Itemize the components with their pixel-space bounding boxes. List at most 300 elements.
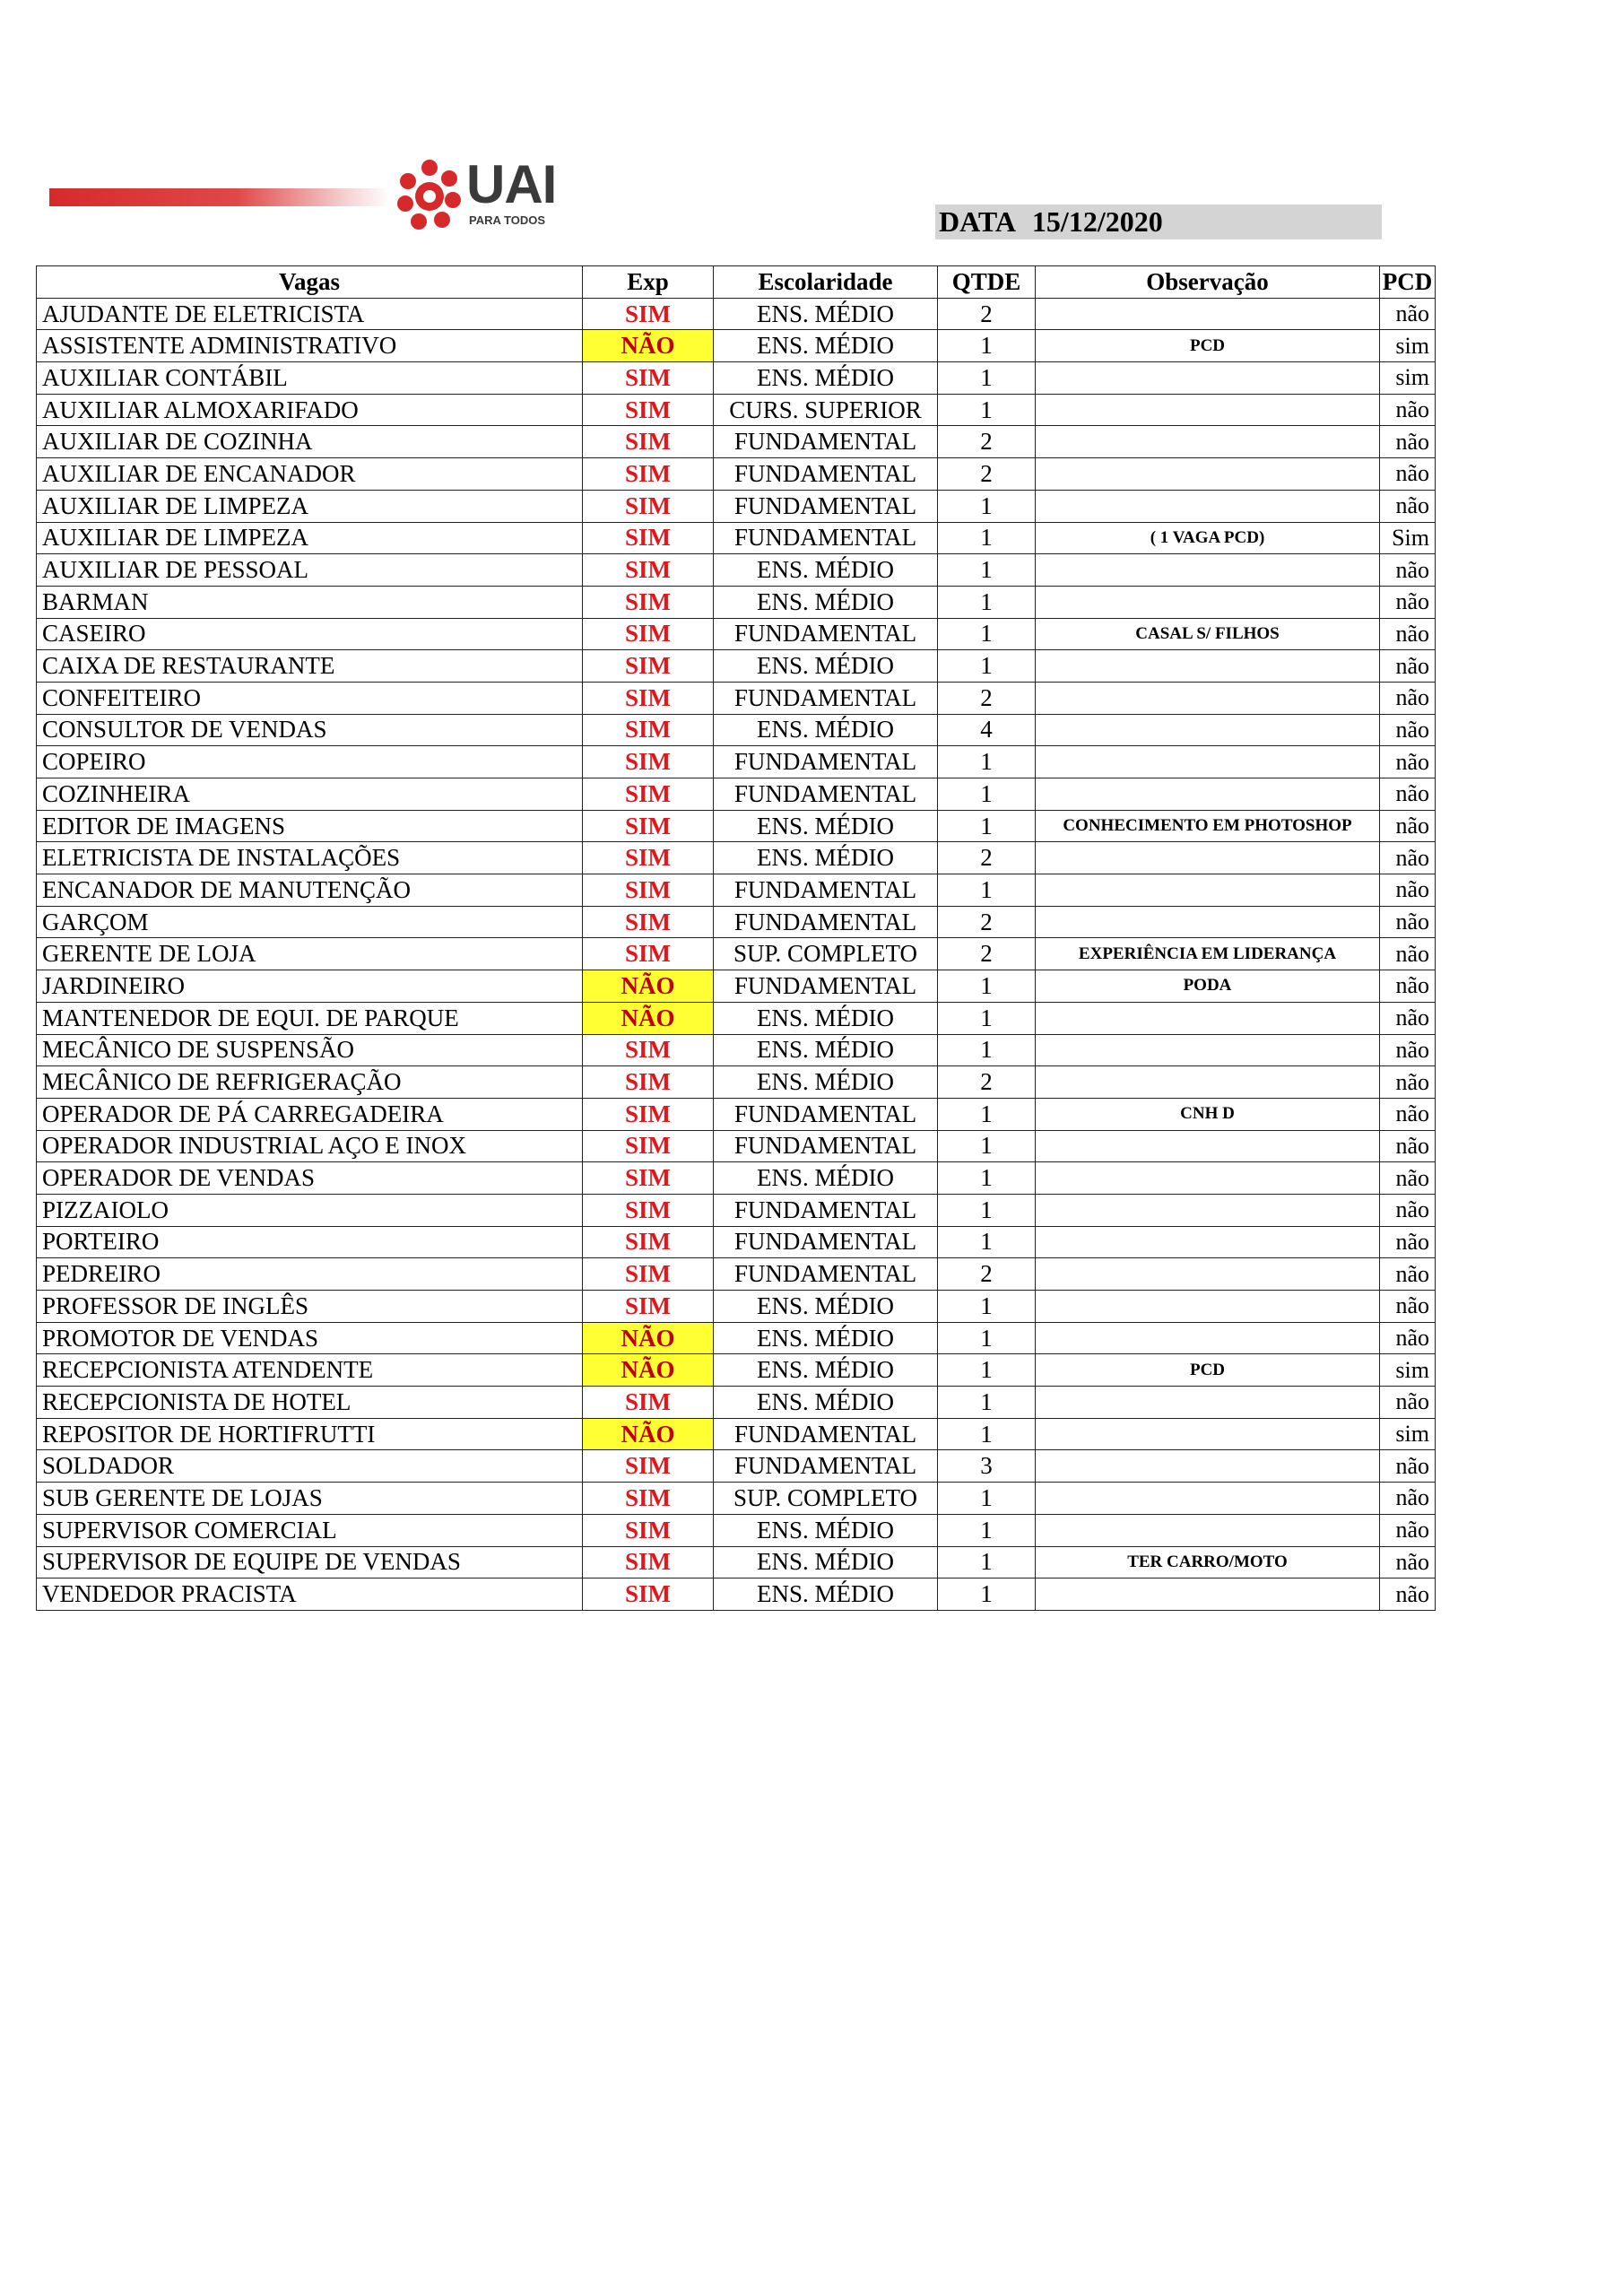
exp-cell: SIM: [583, 682, 714, 714]
exp-cell: SIM: [583, 874, 714, 907]
observacao-cell: PODA: [1036, 970, 1380, 1003]
table-row: [37, 1098, 1436, 1130]
qtde-cell: 2: [938, 842, 1036, 874]
pcd-cell: não: [1380, 1194, 1436, 1226]
pcd-cell: não: [1380, 426, 1436, 458]
qtde-cell: 1: [938, 1418, 1036, 1450]
observacao-cell: [1036, 1034, 1380, 1066]
date-value: 15/12/2020: [1031, 205, 1163, 238]
vaga-cell: COZINHEIRA: [37, 778, 583, 811]
qtde-cell: 1: [938, 1002, 1036, 1034]
escolaridade-cell: FUNDAMENTAL: [714, 1226, 938, 1258]
escolaridade-cell: ENS. MÉDIO: [714, 362, 938, 395]
exp-cell: SIM: [583, 778, 714, 811]
pcd-cell: não: [1380, 554, 1436, 587]
table-row: [37, 1354, 1436, 1387]
qtde-cell: 2: [938, 426, 1036, 458]
brand-name: UAI: [466, 154, 557, 214]
exp-cell: SIM: [583, 1483, 714, 1515]
qtde-cell: 2: [938, 906, 1036, 938]
escolaridade-cell: ENS. MÉDIO: [714, 298, 938, 330]
escolaridade-cell: ENS. MÉDIO: [714, 1002, 938, 1034]
exp-cell: SIM: [583, 426, 714, 458]
escolaridade-cell: ENS. MÉDIO: [714, 586, 938, 618]
vaga-cell: AUXILIAR DE COZINHA: [37, 426, 583, 458]
pcd-cell: não: [1380, 1291, 1436, 1323]
escolaridade-cell: ENS. MÉDIO: [714, 1578, 938, 1611]
pcd-cell: Sim: [1380, 522, 1436, 554]
table-row: [37, 458, 1436, 491]
table-row: [37, 1322, 1436, 1354]
pcd-cell: não: [1380, 1226, 1436, 1258]
pcd-cell: não: [1380, 1483, 1436, 1515]
pcd-cell: sim: [1380, 330, 1436, 362]
qtde-cell: 2: [938, 938, 1036, 970]
escolaridade-cell: ENS. MÉDIO: [714, 1514, 938, 1546]
exp-cell: SIM: [583, 394, 714, 426]
pcd-cell: não: [1380, 778, 1436, 811]
vaga-cell: OPERADOR INDUSTRIAL AÇO E INOX: [37, 1130, 583, 1162]
observacao-cell: [1036, 1578, 1380, 1611]
table-row: [37, 1130, 1436, 1162]
vaga-cell: EDITOR DE IMAGENS: [37, 810, 583, 842]
exp-cell: SIM: [583, 1098, 714, 1130]
escolaridade-cell: ENS. MÉDIO: [714, 714, 938, 746]
table-row: [37, 1066, 1436, 1099]
escolaridade-cell: FUNDAMENTAL: [714, 426, 938, 458]
vaga-cell: PORTEIRO: [37, 1226, 583, 1258]
vaga-cell: RECEPCIONISTA DE HOTEL: [37, 1387, 583, 1419]
table-row: [37, 810, 1436, 842]
escolaridade-cell: FUNDAMENTAL: [714, 458, 938, 491]
header-pcd: PCD: [1380, 266, 1436, 299]
exp-cell: SIM: [583, 1194, 714, 1226]
header-exp: Exp: [583, 266, 714, 299]
pcd-cell: não: [1380, 490, 1436, 522]
escolaridade-cell: SUP. COMPLETO: [714, 1483, 938, 1515]
observacao-cell: [1036, 1450, 1380, 1483]
observacao-cell: ( 1 VAGA PCD): [1036, 522, 1380, 554]
pcd-cell: não: [1380, 458, 1436, 491]
observacao-cell: [1036, 426, 1380, 458]
escolaridade-cell: FUNDAMENTAL: [714, 1098, 938, 1130]
vagas-table: [36, 265, 1436, 1611]
pcd-cell: não: [1380, 842, 1436, 874]
pcd-cell: não: [1380, 874, 1436, 907]
pcd-cell: não: [1380, 906, 1436, 938]
observacao-cell: [1036, 1226, 1380, 1258]
table-row: [37, 1226, 1436, 1258]
vaga-cell: OPERADOR DE PÁ CARREGADEIRA: [37, 1098, 583, 1130]
observacao-cell: EXPERIÊNCIA EM LIDERANÇA: [1036, 938, 1380, 970]
table-row: [37, 682, 1436, 714]
observacao-cell: [1036, 1291, 1380, 1323]
escolaridade-cell: FUNDAMENTAL: [714, 1450, 938, 1483]
pcd-cell: não: [1380, 618, 1436, 650]
qtde-cell: 1: [938, 1578, 1036, 1611]
qtde-cell: 1: [938, 330, 1036, 362]
exp-cell: SIM: [583, 1291, 714, 1323]
exp-cell: SIM: [583, 650, 714, 683]
date-label: DATA: [939, 205, 1016, 238]
exp-cell: SIM: [583, 490, 714, 522]
exp-cell: SIM: [583, 362, 714, 395]
observacao-cell: CNH D: [1036, 1098, 1380, 1130]
vaga-cell: SUPERVISOR DE EQUIPE DE VENDAS: [37, 1546, 583, 1578]
table-row: [37, 874, 1436, 907]
exp-cell: SIM: [583, 458, 714, 491]
vaga-cell: PEDREIRO: [37, 1258, 583, 1291]
table-row: [37, 298, 1436, 330]
vaga-cell: MECÂNICO DE REFRIGERAÇÃO: [37, 1066, 583, 1099]
exp-cell: SIM: [583, 1066, 714, 1099]
vaga-cell: ASSISTENTE ADMINISTRATIVO: [37, 330, 583, 362]
exp-cell: SIM: [583, 1258, 714, 1291]
qtde-cell: 1: [938, 970, 1036, 1003]
exp-cell: SIM: [583, 1546, 714, 1578]
escolaridade-cell: FUNDAMENTAL: [714, 522, 938, 554]
table-row: [37, 1450, 1436, 1483]
pcd-cell: não: [1380, 394, 1436, 426]
escolaridade-cell: FUNDAMENTAL: [714, 874, 938, 907]
vaga-cell: ELETRICISTA DE INSTALAÇÕES: [37, 842, 583, 874]
qtde-cell: 4: [938, 714, 1036, 746]
table-row: [37, 586, 1436, 618]
vaga-cell: CAIXA DE RESTAURANTE: [37, 650, 583, 683]
qtde-cell: 1: [938, 586, 1036, 618]
table-row: [37, 1578, 1436, 1611]
qtde-cell: 1: [938, 1162, 1036, 1195]
exp-cell: SIM: [583, 586, 714, 618]
table-row: [37, 778, 1436, 811]
vaga-cell: COPEIRO: [37, 746, 583, 778]
table-row: [37, 1002, 1436, 1034]
exp-cell: SIM: [583, 1578, 714, 1611]
qtde-cell: 2: [938, 682, 1036, 714]
qtde-cell: 2: [938, 1258, 1036, 1291]
pcd-cell: não: [1380, 1387, 1436, 1419]
observacao-cell: [1036, 394, 1380, 426]
vaga-cell: MANTENEDOR DE EQUI. DE PARQUE: [37, 1002, 583, 1034]
table-row: [37, 330, 1436, 362]
escolaridade-cell: ENS. MÉDIO: [714, 1354, 938, 1387]
vaga-cell: CONFEITEIRO: [37, 682, 583, 714]
qtde-cell: 1: [938, 1130, 1036, 1162]
observacao-cell: [1036, 1514, 1380, 1546]
table-row: [37, 842, 1436, 874]
exp-cell: SIM: [583, 746, 714, 778]
table-row: [37, 714, 1436, 746]
escolaridade-cell: ENS. MÉDIO: [714, 1322, 938, 1354]
pcd-cell: sim: [1380, 1354, 1436, 1387]
observacao-cell: [1036, 490, 1380, 522]
pcd-cell: não: [1380, 682, 1436, 714]
observacao-cell: [1036, 554, 1380, 587]
table-row: [37, 1418, 1436, 1450]
qtde-cell: 1: [938, 778, 1036, 811]
pcd-cell: não: [1380, 970, 1436, 1003]
observacao-cell: CASAL S/ FILHOS: [1036, 618, 1380, 650]
escolaridade-cell: SUP. COMPLETO: [714, 938, 938, 970]
vaga-cell: AUXILIAR CONTÁBIL: [37, 362, 583, 395]
pcd-cell: não: [1380, 810, 1436, 842]
table-row: [37, 1162, 1436, 1195]
pcd-cell: sim: [1380, 362, 1436, 395]
qtde-cell: 1: [938, 1483, 1036, 1515]
exp-cell: SIM: [583, 554, 714, 587]
vaga-cell: SOLDADOR: [37, 1450, 583, 1483]
vaga-cell: SUPERVISOR COMERCIAL: [37, 1514, 583, 1546]
escolaridade-cell: ENS. MÉDIO: [714, 650, 938, 683]
vaga-cell: AJUDANTE DE ELETRICISTA: [37, 298, 583, 330]
table-row: [37, 1258, 1436, 1291]
observacao-cell: [1036, 650, 1380, 683]
vaga-cell: AUXILIAR DE LIMPEZA: [37, 522, 583, 554]
qtde-cell: 1: [938, 394, 1036, 426]
escolaridade-cell: FUNDAMENTAL: [714, 490, 938, 522]
escolaridade-cell: ENS. MÉDIO: [714, 842, 938, 874]
qtde-cell: 1: [938, 1034, 1036, 1066]
escolaridade-cell: FUNDAMENTAL: [714, 1418, 938, 1450]
vaga-cell: PIZZAIOLO: [37, 1194, 583, 1226]
escolaridade-cell: FUNDAMENTAL: [714, 778, 938, 811]
escolaridade-cell: FUNDAMENTAL: [714, 906, 938, 938]
observacao-cell: PCD: [1036, 330, 1380, 362]
table-row: [37, 1034, 1436, 1066]
exp-cell: NÃO: [583, 970, 714, 1003]
vaga-cell: OPERADOR DE VENDAS: [37, 1162, 583, 1195]
qtde-cell: 3: [938, 1450, 1036, 1483]
table-row: [37, 1387, 1436, 1419]
qtde-cell: 1: [938, 746, 1036, 778]
table-row: [37, 1546, 1436, 1578]
observacao-cell: [1036, 1418, 1380, 1450]
exp-cell: SIM: [583, 1387, 714, 1419]
vaga-cell: AUXILIAR DE ENCANADOR: [37, 458, 583, 491]
vaga-cell: PROFESSOR DE INGLÊS: [37, 1291, 583, 1323]
observacao-cell: [1036, 906, 1380, 938]
observacao-cell: [1036, 1162, 1380, 1195]
table-row: [37, 650, 1436, 683]
exp-cell: SIM: [583, 1130, 714, 1162]
exp-cell: NÃO: [583, 1322, 714, 1354]
observacao-cell: [1036, 458, 1380, 491]
header-escolaridade: Escolaridade: [714, 266, 938, 299]
observacao-cell: PCD: [1036, 1354, 1380, 1387]
escolaridade-cell: CURS. SUPERIOR: [714, 394, 938, 426]
qtde-cell: 1: [938, 1291, 1036, 1323]
observacao-cell: [1036, 1258, 1380, 1291]
qtde-cell: 1: [938, 1514, 1036, 1546]
observacao-cell: [1036, 1483, 1380, 1515]
vaga-cell: JARDINEIRO: [37, 970, 583, 1003]
vaga-cell: VENDEDOR PRACISTA: [37, 1578, 583, 1611]
vaga-cell: PROMOTOR DE VENDAS: [37, 1322, 583, 1354]
qtde-cell: 2: [938, 458, 1036, 491]
exp-cell: SIM: [583, 1162, 714, 1195]
pcd-cell: não: [1380, 1258, 1436, 1291]
vaga-cell: BARMAN: [37, 586, 583, 618]
observacao-cell: [1036, 746, 1380, 778]
vaga-cell: MECÂNICO DE SUSPENSÃO: [37, 1034, 583, 1066]
exp-cell: SIM: [583, 1034, 714, 1066]
exp-cell: SIM: [583, 1226, 714, 1258]
pcd-cell: não: [1380, 1450, 1436, 1483]
pcd-cell: não: [1380, 1578, 1436, 1611]
table-row: [37, 1483, 1436, 1515]
exp-cell: SIM: [583, 298, 714, 330]
brand-tagline: PARA TODOS: [469, 213, 545, 227]
escolaridade-cell: ENS. MÉDIO: [714, 330, 938, 362]
escolaridade-cell: FUNDAMENTAL: [714, 682, 938, 714]
observacao-cell: [1036, 362, 1380, 395]
qtde-cell: 2: [938, 1066, 1036, 1099]
pcd-cell: não: [1380, 1002, 1436, 1034]
vaga-cell: AUXILIAR DE PESSOAL: [37, 554, 583, 587]
escolaridade-cell: FUNDAMENTAL: [714, 618, 938, 650]
exp-cell: SIM: [583, 618, 714, 650]
observacao-cell: [1036, 1387, 1380, 1419]
escolaridade-cell: FUNDAMENTAL: [714, 1258, 938, 1291]
qtde-cell: 1: [938, 1387, 1036, 1419]
observacao-cell: [1036, 682, 1380, 714]
exp-cell: NÃO: [583, 330, 714, 362]
pcd-cell: não: [1380, 586, 1436, 618]
qtde-cell: 1: [938, 1194, 1036, 1226]
table-row: [37, 554, 1436, 587]
exp-cell: NÃO: [583, 1002, 714, 1034]
qtde-cell: 1: [938, 1226, 1036, 1258]
exp-cell: SIM: [583, 938, 714, 970]
qtde-cell: 1: [938, 1322, 1036, 1354]
observacao-cell: [1036, 842, 1380, 874]
pcd-cell: não: [1380, 1034, 1436, 1066]
vaga-cell: RECEPCIONISTA ATENDENTE: [37, 1354, 583, 1387]
escolaridade-cell: ENS. MÉDIO: [714, 1034, 938, 1066]
qtde-cell: 1: [938, 810, 1036, 842]
observacao-cell: [1036, 874, 1380, 907]
escolaridade-cell: ENS. MÉDIO: [714, 1162, 938, 1195]
qtde-cell: 1: [938, 650, 1036, 683]
qtde-cell: 2: [938, 298, 1036, 330]
uai-logo-icon: [393, 157, 466, 238]
vaga-cell: ENCANADOR DE MANUTENÇÃO: [37, 874, 583, 907]
table-header-row: [37, 266, 1436, 299]
observacao-cell: [1036, 586, 1380, 618]
exp-cell: SIM: [583, 842, 714, 874]
pcd-cell: não: [1380, 746, 1436, 778]
pcd-cell: não: [1380, 1066, 1436, 1099]
escolaridade-cell: FUNDAMENTAL: [714, 746, 938, 778]
vaga-cell: GARÇOM: [37, 906, 583, 938]
qtde-cell: 1: [938, 362, 1036, 395]
exp-cell: SIM: [583, 906, 714, 938]
header-vagas: Vagas: [37, 266, 583, 299]
table-row: [37, 1291, 1436, 1323]
pcd-cell: não: [1380, 1162, 1436, 1195]
observacao-cell: [1036, 1322, 1380, 1354]
vaga-cell: REPOSITOR DE HORTIFRUTTI: [37, 1418, 583, 1450]
escolaridade-cell: ENS. MÉDIO: [714, 1387, 938, 1419]
header-observacao: Observação: [1036, 266, 1380, 299]
table-row: [37, 362, 1436, 395]
vaga-cell: CONSULTOR DE VENDAS: [37, 714, 583, 746]
observacao-cell: CONHECIMENTO EM PHOTOSHOP: [1036, 810, 1380, 842]
exp-cell: SIM: [583, 714, 714, 746]
pcd-cell: não: [1380, 1130, 1436, 1162]
observacao-cell: [1036, 1066, 1380, 1099]
pcd-cell: não: [1380, 650, 1436, 683]
escolaridade-cell: ENS. MÉDIO: [714, 1066, 938, 1099]
brand-red-bar: [49, 188, 390, 206]
pcd-cell: não: [1380, 1098, 1436, 1130]
table-row: [37, 618, 1436, 650]
pcd-cell: não: [1380, 1514, 1436, 1546]
qtde-cell: 1: [938, 554, 1036, 587]
escolaridade-cell: ENS. MÉDIO: [714, 554, 938, 587]
header-qtde: QTDE: [938, 266, 1036, 299]
vaga-cell: AUXILIAR DE LIMPEZA: [37, 490, 583, 522]
table-row: [37, 906, 1436, 938]
vaga-cell: GERENTE DE LOJA: [37, 938, 583, 970]
exp-cell: SIM: [583, 1450, 714, 1483]
observacao-cell: [1036, 298, 1380, 330]
qtde-cell: 1: [938, 490, 1036, 522]
observacao-cell: [1036, 714, 1380, 746]
exp-cell: NÃO: [583, 1418, 714, 1450]
qtde-cell: 1: [938, 1354, 1036, 1387]
observacao-cell: [1036, 1194, 1380, 1226]
escolaridade-cell: ENS. MÉDIO: [714, 810, 938, 842]
table-row: [37, 938, 1436, 970]
date-box: [935, 204, 1382, 239]
table-row: [37, 490, 1436, 522]
escolaridade-cell: ENS. MÉDIO: [714, 1291, 938, 1323]
escolaridade-cell: FUNDAMENTAL: [714, 1194, 938, 1226]
table-row: [37, 746, 1436, 778]
pcd-cell: sim: [1380, 1418, 1436, 1450]
pcd-cell: não: [1380, 714, 1436, 746]
pcd-cell: não: [1380, 938, 1436, 970]
vaga-cell: CASEIRO: [37, 618, 583, 650]
qtde-cell: 1: [938, 874, 1036, 907]
pcd-cell: não: [1380, 1322, 1436, 1354]
table-row: [37, 522, 1436, 554]
exp-cell: SIM: [583, 1514, 714, 1546]
pcd-cell: não: [1380, 298, 1436, 330]
table-row: [37, 426, 1436, 458]
exp-cell: SIM: [583, 810, 714, 842]
escolaridade-cell: FUNDAMENTAL: [714, 1130, 938, 1162]
exp-cell: NÃO: [583, 1354, 714, 1387]
observacao-cell: [1036, 1002, 1380, 1034]
qtde-cell: 1: [938, 618, 1036, 650]
vaga-cell: AUXILIAR ALMOXARIFADO: [37, 394, 583, 426]
observacao-cell: [1036, 778, 1380, 811]
qtde-cell: 1: [938, 522, 1036, 554]
table-row: [37, 1194, 1436, 1226]
table-row: [37, 970, 1436, 1003]
table-row: [37, 394, 1436, 426]
qtde-cell: 1: [938, 1546, 1036, 1578]
escolaridade-cell: FUNDAMENTAL: [714, 970, 938, 1003]
pcd-cell: não: [1380, 1546, 1436, 1578]
escolaridade-cell: ENS. MÉDIO: [714, 1546, 938, 1578]
observacao-cell: [1036, 1130, 1380, 1162]
observacao-cell: TER CARRO/MOTO: [1036, 1546, 1380, 1578]
qtde-cell: 1: [938, 1098, 1036, 1130]
exp-cell: SIM: [583, 522, 714, 554]
